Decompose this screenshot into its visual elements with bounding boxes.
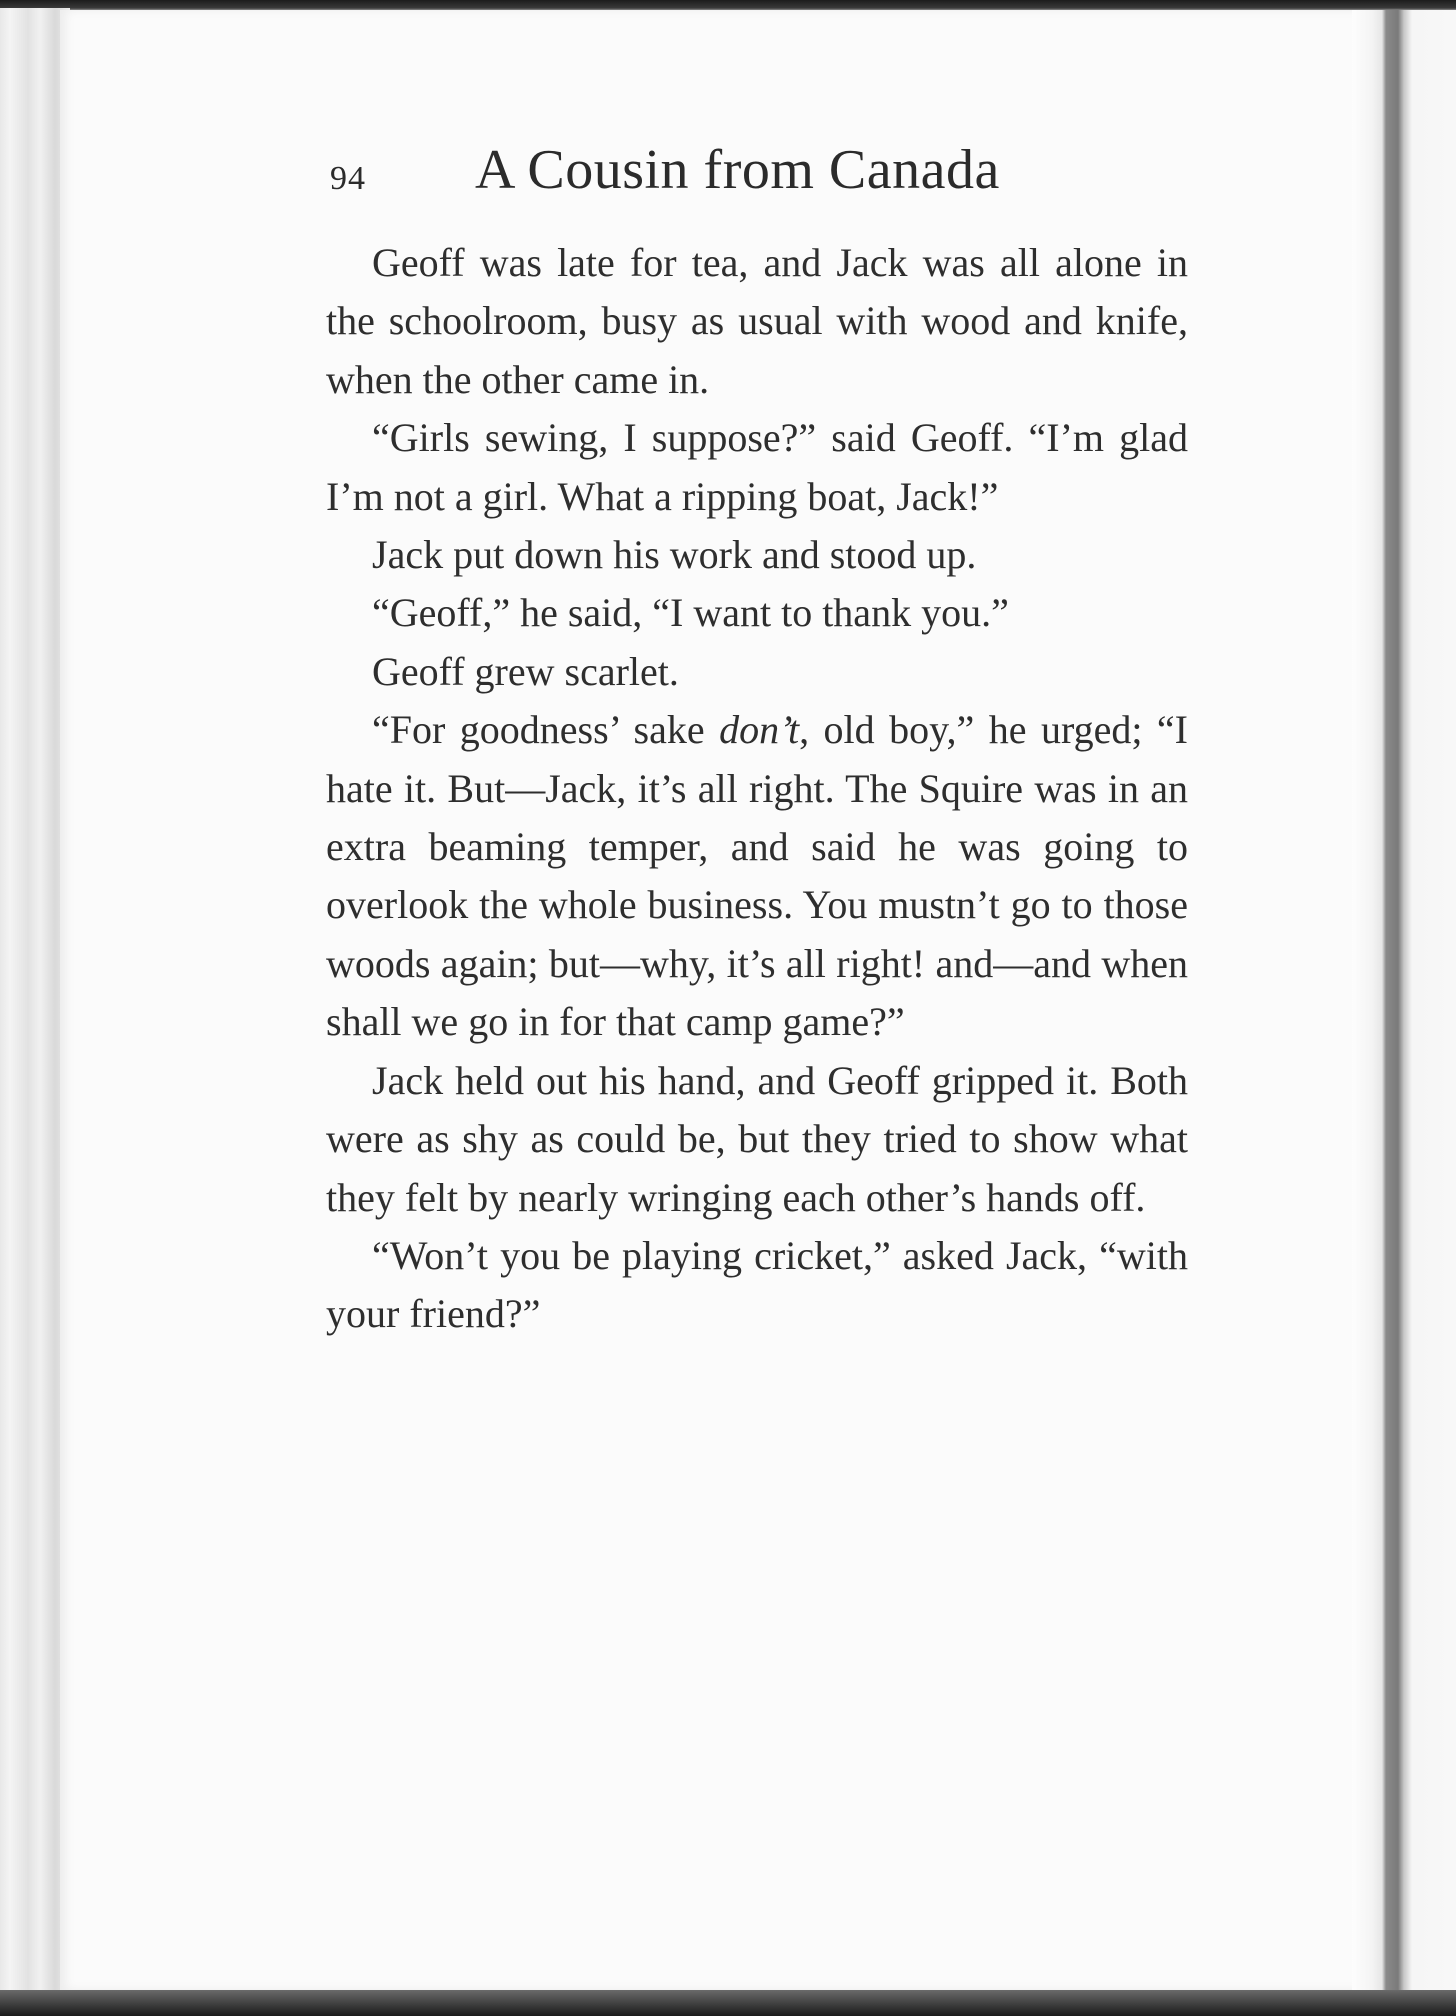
- paragraph-text: “For goodness’ sake: [372, 707, 720, 753]
- paragraph-text: , old boy,” he urged; “I hate it. But—Jack, it’s all right. The Squire was in an extra beaming temper, and said he was going to overlook the whole business. You mustn’t go to those woods again; but—why, it’s all right! and—and when shall we go in for that camp game?”: [326, 707, 1188, 1045]
- paragraph: Geoff grew scarlet.: [372, 648, 679, 694]
- paragraph: [326, 701, 1188, 1051]
- page-number: 94: [330, 160, 366, 197]
- paragraph: “Geoff,” he said, “I want to thank you.”: [372, 590, 1009, 636]
- body-text: [326, 234, 1188, 1344]
- page-right-edge: [1352, 10, 1456, 1990]
- paragraph: “Won’t you be playing cricket,” asked Jack, “with your friend?”: [326, 1232, 1188, 1337]
- paragraph: Jack held out his hand, and Geoff gripped it. Both were as shy as could be, but they tried to show what they felt by nearly wringing each other’s hands off.: [326, 1057, 1188, 1220]
- page-header: [330, 138, 1100, 208]
- paragraph: Geoff was late for tea, and Jack was all alone in the schoolroom, busy as usual with wood and knife, when the other came in.: [326, 240, 1188, 402]
- running-title: A Cousin from Canada: [475, 139, 1000, 201]
- paragraph: Jack put down his work and stood up.: [372, 532, 977, 578]
- scan-bottom-band: [0, 1990, 1456, 2016]
- paragraph: “Girls sewing, I suppose?” said Geoff. “I’m glad I’m not a girl. What a ripping boat, Jack!”: [326, 415, 1188, 519]
- emphasized-word: don’t: [719, 707, 800, 753]
